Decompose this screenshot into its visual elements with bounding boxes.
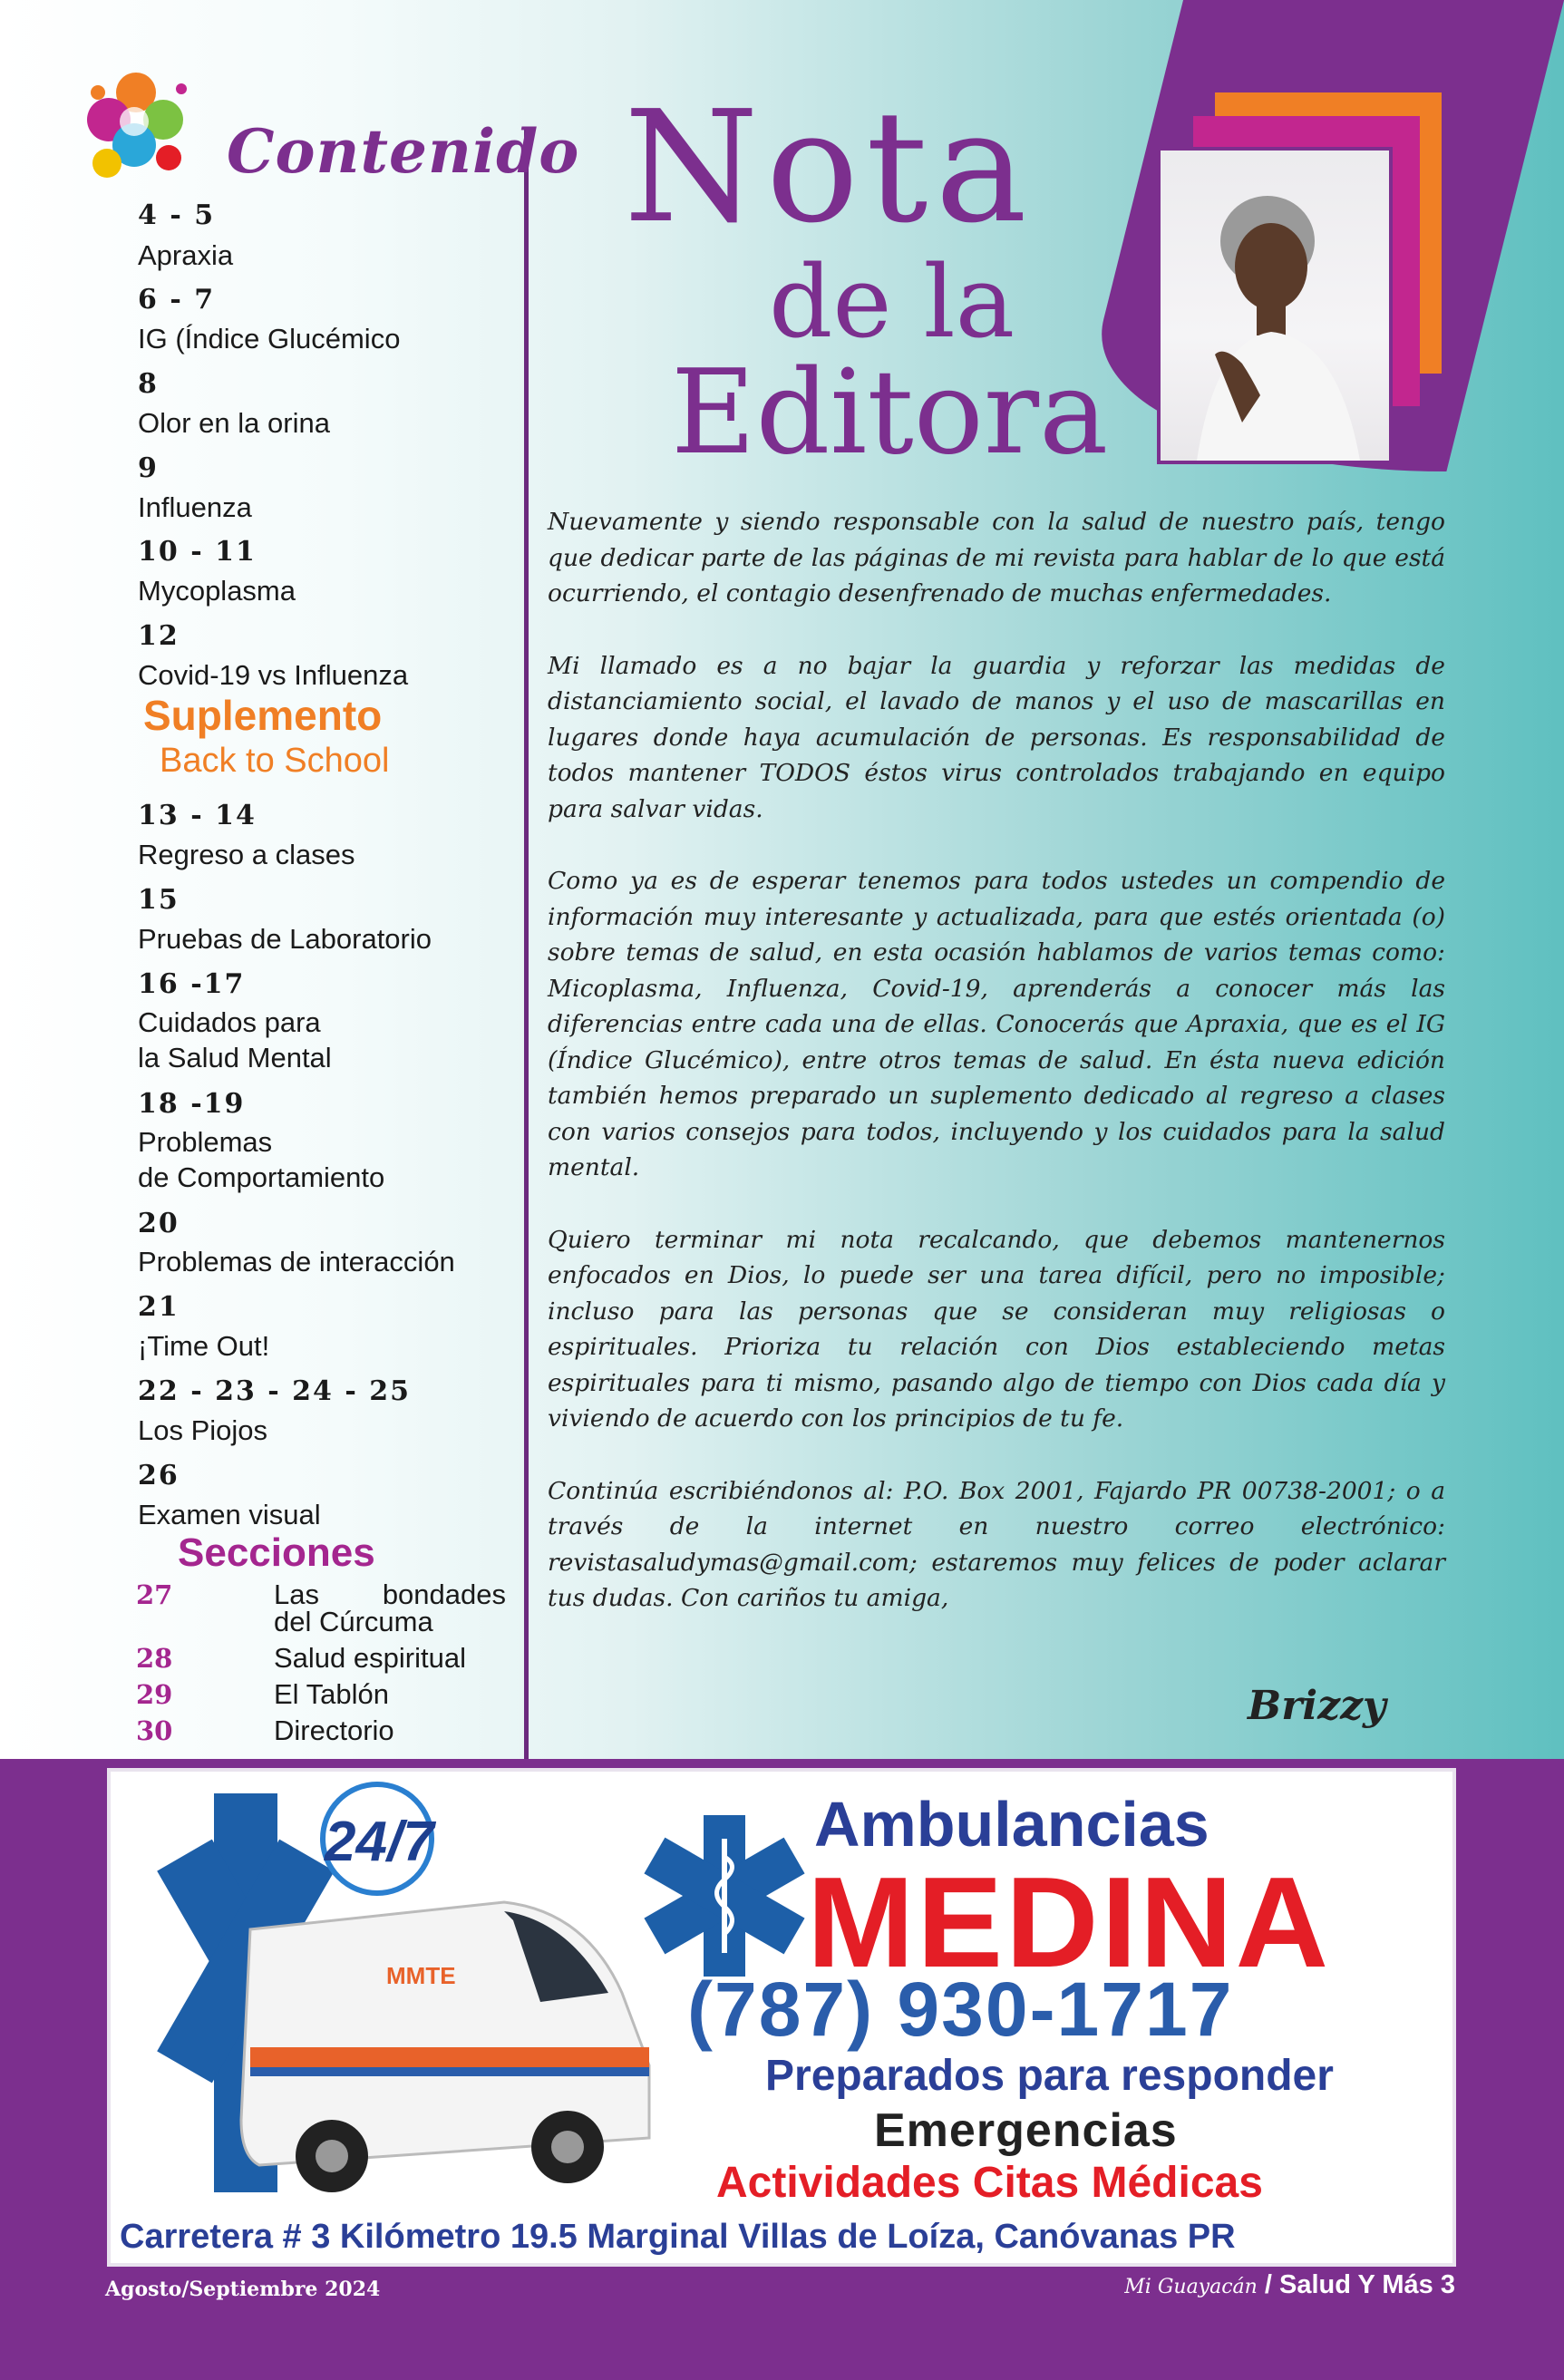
ad-brand-name: MEDINA <box>807 1851 1332 1995</box>
ad-title: Ambulancias <box>814 1789 1209 1860</box>
toc-item-label: Pruebas de Laboratorio <box>138 923 432 955</box>
toc-item-label: Influenza <box>138 491 252 523</box>
toc-page-number: 8 <box>138 368 159 400</box>
ad-phone-number: (787) 930-1717 <box>687 1967 1234 2052</box>
section-label: El Tablón <box>274 1678 389 1710</box>
toc-item-label: Cuidados para <box>138 1006 321 1038</box>
toc-item-label: Examen visual <box>138 1499 321 1530</box>
vehicle-brand-text: MMTE <box>386 1962 456 1989</box>
toc-page-number: 22 - 23 - 24 - 25 <box>138 1375 412 1407</box>
ad-address: Carretera # 3 Kilómetro 19.5 Marginal Villas de Loíza, Canóvanas PR <box>120 2218 1236 2256</box>
toc-item-label: Apraxia <box>138 239 234 271</box>
ad-tagline: Preparados para responder <box>765 2052 1334 2100</box>
note-title-word3: Editora <box>671 345 1109 481</box>
toc-item-label: Regreso a clases <box>138 839 355 870</box>
toc-page-number: 18 -19 <box>138 1088 246 1120</box>
toc-page-number: 10 - 11 <box>138 536 257 568</box>
toc-page-number: 26 <box>138 1460 180 1491</box>
toc-item-label: Covid-19 vs Influenza <box>138 659 409 691</box>
toc-item-label: Mycoplasma <box>138 575 296 607</box>
section-page-number: 30 <box>136 1715 173 1746</box>
section-label-line2: del Cúrcuma <box>274 1606 433 1637</box>
note-paragraph: Mi llamado es a no bajar la guardia y reforzar las medidas de distanciamiento social, el lavado de manos y el uso de mascarillas en lugares donde haya acumulación de personas. Es responsabilidad de todos mantener TODOS éstos virus controlados trabajando en equipo para salvar vidas. <box>548 651 1445 823</box>
editor-portrait-icon <box>1161 151 1389 461</box>
ad-service-activities: Actividades Citas Médicas <box>716 2159 1263 2207</box>
footer-page-label: Salud Y Más 3 <box>1279 2270 1455 2299</box>
toc-page-number: 15 <box>138 884 180 916</box>
toc-item-label: ¡Time Out! <box>138 1330 270 1362</box>
flower-logo-icon <box>80 56 198 210</box>
toc-item-label: Problemas <box>138 1126 273 1158</box>
badge-24-7: 24/7 <box>325 1811 434 1873</box>
contents-title: Contenido <box>227 116 580 187</box>
supplement-title: Suplemento <box>143 692 383 739</box>
footer-separator: / <box>1264 2270 1272 2299</box>
section-label: Salud espiritual <box>274 1642 466 1674</box>
toc-page-number: 12 <box>138 620 180 652</box>
editor-note-body <box>548 504 1445 1653</box>
toc-page-number: 9 <box>138 452 159 484</box>
page-footer <box>1124 2270 1455 2300</box>
note-title-word2: de la <box>769 244 1015 360</box>
toc-item-label: Los Piojos <box>138 1414 268 1446</box>
toc-page-number: 21 <box>138 1291 180 1323</box>
note-paragraph: Como ya es de esperar tenemos para todos ustedes un compendio de información muy interesante y actualizada, para que estés orientada (o) sobre temas de salud, en esta ocasión hablamos de varios temas como: Micoplasma, Influenza, Covid-19, aprenderás a conocer más las diferencias entre cada una de ellas. Conocerás que Apraxia, que es el IG (Índice Glucémico), entre otros temas de salud. En ésta nueva edición también hemos preparado un suplemento dedicado al regreso a clases con varios consejos para todos, incluyendo y los cuidados para la salud mental. <box>548 867 1445 1181</box>
note-paragraph: Nuevamente y siendo responsable con la salud de nuestro país, tengo que dedicar parte de las páginas de mi revista para hablar de lo que está ocurriendo, el contagio desenfrenado de muchas enfermedades. <box>548 508 1445 607</box>
note-title-word1: Nota <box>624 78 1035 257</box>
editor-photo <box>1157 147 1393 464</box>
toc-page-number: 6 - 7 <box>138 284 216 316</box>
section-label: Directorio <box>274 1715 394 1746</box>
note-paragraph: Quiero terminar mi nota recalcando, que debemos mantenernos enfocados en Dios, lo puede ser una tarea difícil, pero no imposible; incluso para las personas que se consideran muy religiosas o espirituales. Prioriza tu relación con Dios estableciendo metas espirituales para ti mismo, pasando algo de tiempo con Dios cada día y viviendo de acuerdo con los principios de tu fe. <box>548 1225 1445 1433</box>
section-page-number: 28 <box>136 1643 173 1674</box>
editor-signature: Brizzy <box>1248 1683 1386 1729</box>
sections-title: Secciones <box>178 1530 375 1575</box>
toc-item-label: IG (Índice Glucémico <box>138 323 401 355</box>
section-label: Las bondades <box>274 1579 506 1610</box>
toc-page-number: 16 -17 <box>138 968 246 1000</box>
ambulance-image-icon <box>114 1775 695 2210</box>
section-page-number: 29 <box>136 1679 173 1710</box>
footer-brand: Mi Guayacán <box>1124 2276 1258 2298</box>
toc-item-label-line2: la Salud Mental <box>138 1042 332 1073</box>
ad-service-emergencies: Emergencias <box>874 2104 1178 2157</box>
toc-item-label: Olor en la orina <box>138 407 330 439</box>
toc-page-number: 13 - 14 <box>138 800 257 831</box>
toc-page-number: 20 <box>138 1208 180 1239</box>
issue-date: Agosto/Septiembre 2024 <box>105 2278 381 2301</box>
supplement-subtitle: Back to School <box>160 742 390 780</box>
column-divider <box>524 127 529 1759</box>
toc-item-label-line2: de Comportamiento <box>138 1161 385 1193</box>
toc-page-number: 4 - 5 <box>138 199 216 231</box>
toc-item-label: Problemas de interacción <box>138 1246 455 1277</box>
section-page-number: 27 <box>136 1579 173 1610</box>
note-paragraph: Continúa escribiéndonos al: P.O. Box 2001, Fajardo PR 00738-2001; o a través de la internet en nuestro correo electrónico: revistasaludymas@gmail.com; estaremos muy felices de poder aclarar tus dudas. Con cariños tu amiga, <box>548 1476 1445 1612</box>
star-of-life-icon <box>640 1812 809 1980</box>
